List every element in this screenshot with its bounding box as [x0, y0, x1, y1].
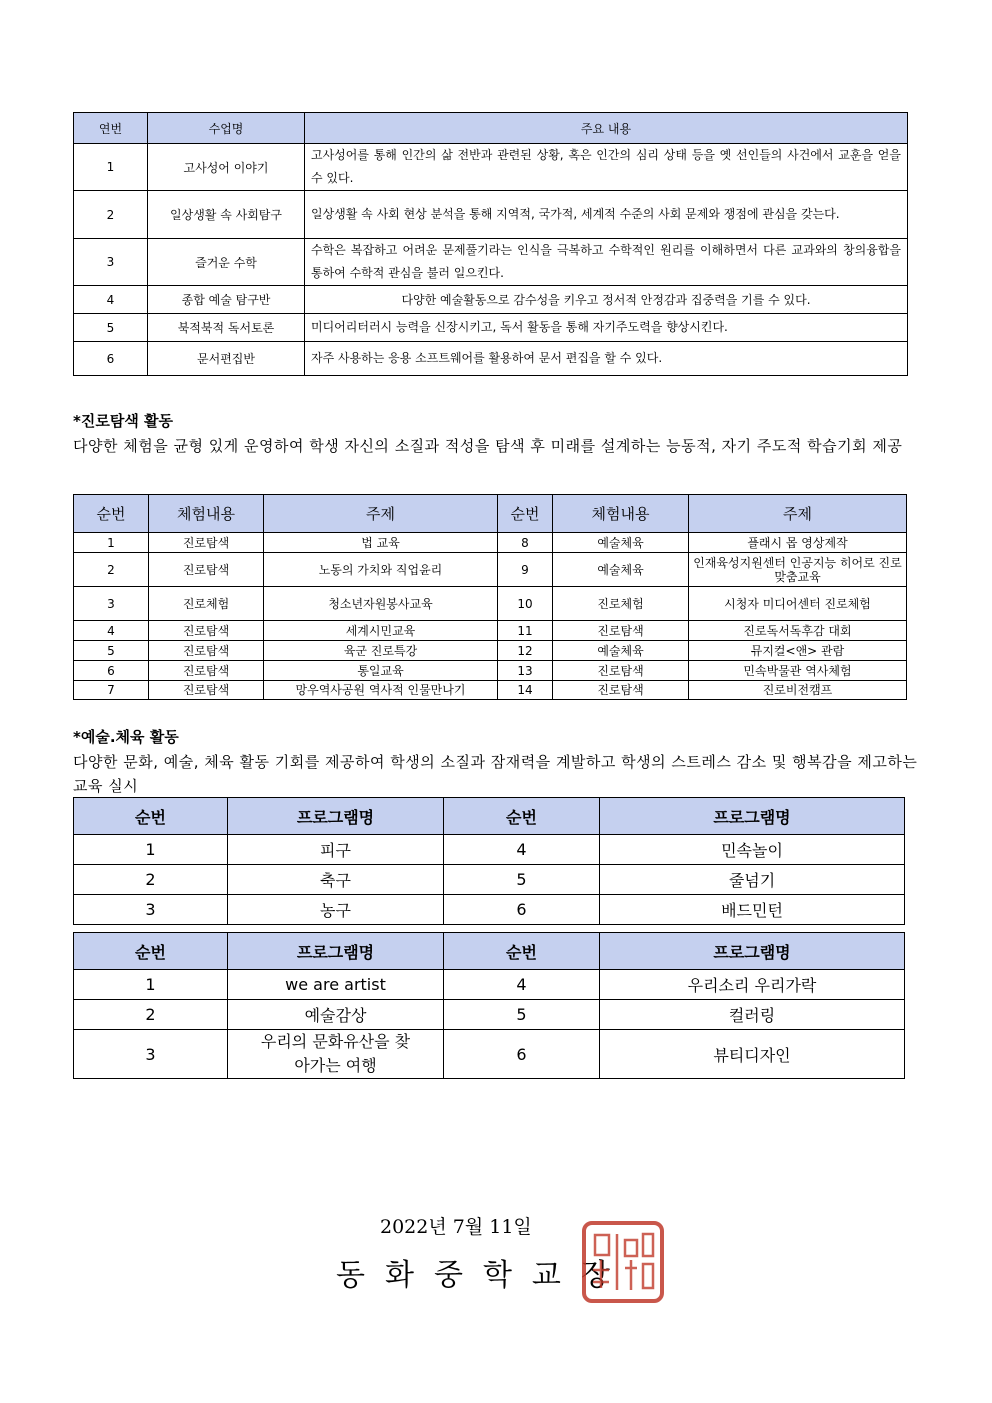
table-row — [74, 641, 907, 661]
cell: 다양한 예술활동으로 감수성을 키우고 정서적 안정감과 집중력을 기를 수 있다. — [305, 286, 908, 314]
cell: 진로탐색 — [553, 661, 689, 681]
col-header: 연번 — [74, 113, 148, 144]
cell: 인재육성지원센터 인공지능 히어로 진로맞춤교육 — [689, 553, 907, 587]
cell: 9 — [498, 553, 553, 587]
table-row — [74, 144, 908, 191]
col-header: 프로그램명 — [600, 798, 905, 835]
cell: 8 — [498, 533, 553, 553]
cell: 4 — [444, 970, 600, 1000]
cell: 뮤지컬<앤> 관람 — [689, 641, 907, 661]
cell: 고사성어를 통해 인간의 삶 전반과 관련된 상황, 혹은 인간의 심리 상태 등을 옛 선인들의 사건에서 교훈을 얻을 수 있다. — [305, 144, 908, 191]
cell: 세계시민교육 — [264, 621, 498, 641]
cell: 축구 — [228, 865, 444, 895]
cell: 진로탐색 — [553, 621, 689, 641]
cell: 배드민턴 — [600, 895, 905, 925]
cell: 예술체육 — [553, 553, 689, 587]
table-row — [74, 661, 907, 681]
cell: 3 — [74, 239, 148, 286]
table-row — [74, 681, 907, 700]
cell: 예술체육 — [553, 641, 689, 661]
cell: 진로탐색 — [149, 681, 264, 700]
col-header: 순번 — [444, 798, 600, 835]
cell: 미디어리터러시 능력을 신장시키고, 독서 활동을 통해 자기주도력을 향상시킨다. — [305, 314, 908, 342]
cell: 13 — [498, 661, 553, 681]
official-seal-icon — [581, 1220, 665, 1304]
cell: 5 — [74, 641, 149, 661]
col-header: 주제 — [689, 495, 907, 533]
cell: 진로탐색 — [149, 661, 264, 681]
cell: 예술체육 — [553, 533, 689, 553]
cell: 망우역사공원 역사적 인물만나기 — [264, 681, 498, 700]
cell: 진로체험 — [149, 587, 264, 621]
cell: 진로탐색 — [149, 553, 264, 587]
table-row — [74, 239, 908, 286]
table-row — [74, 587, 907, 621]
col-header: 체험내용 — [149, 495, 264, 533]
cell: 진로탐색 — [149, 641, 264, 661]
cell: 4 — [444, 835, 600, 865]
cell: 1 — [74, 144, 148, 191]
cell: 통일교육 — [264, 661, 498, 681]
col-header: 프로그램명 — [228, 933, 444, 970]
table-row — [74, 835, 905, 865]
col-header: 프로그램명 — [600, 933, 905, 970]
col-header: 순번 — [444, 933, 600, 970]
table-row — [74, 621, 907, 641]
cell: 5 — [444, 1000, 600, 1030]
cell: 5 — [74, 314, 148, 342]
career-section-title: *진로탐색 활동 — [73, 412, 174, 430]
cell: 3 — [74, 895, 228, 925]
cell: 7 — [74, 681, 149, 700]
cell: 1 — [74, 533, 149, 553]
table-row — [74, 533, 907, 553]
cell: 진로탐색 — [149, 533, 264, 553]
cell: 2 — [74, 191, 148, 239]
cell: 즐거운 수학 — [148, 239, 305, 286]
career-table — [73, 494, 907, 700]
col-header: 수업명 — [148, 113, 305, 144]
cell: 6 — [74, 661, 149, 681]
cell: 문서편집반 — [148, 342, 305, 376]
cell: 우리소리 우리가락 — [600, 970, 905, 1000]
cell: 우리의 문화유산을 찾아가는 여행 — [228, 1030, 444, 1079]
arts-section-title: *예술.체육 활동 — [73, 728, 179, 746]
document-date: 2022년 7월 11일 — [380, 1216, 532, 1238]
cell: 일상생활 속 사회탐구 — [148, 191, 305, 239]
career-description: 다양한 체험을 균형 있게 운영하여 학생 자신의 소질과 적성을 탐색 후 미래를 설계하는 능동적, 자기 주도적 학습기회 제공 — [73, 437, 903, 455]
cell: 종합 예술 탐구반 — [148, 286, 305, 314]
cell: 진로탐색 — [553, 681, 689, 700]
cell: 14 — [498, 681, 553, 700]
school-principal: 동화중학교장 — [336, 1258, 630, 1293]
cell: 민속박물관 역사체험 — [689, 661, 907, 681]
cell: 컬러링 — [600, 1000, 905, 1030]
cell: 수학은 복잡하고 어려운 문제풀기라는 인식을 극복하고 수학적인 원리를 이해하면서 다른 교과와의 창의융합을 통하여 수학적 관심을 불러 일으킨다. — [305, 239, 908, 286]
table-row — [74, 970, 905, 1000]
cell: 2 — [74, 1000, 228, 1030]
col-header: 주제 — [264, 495, 498, 533]
cell: 줄넘기 — [600, 865, 905, 895]
cell: 농구 — [228, 895, 444, 925]
cell: 진로독서독후감 대회 — [689, 621, 907, 641]
culture-table — [73, 932, 905, 1079]
cell: 2 — [74, 553, 149, 587]
table-row — [74, 895, 905, 925]
cell: 6 — [444, 1030, 600, 1079]
table-row — [74, 865, 905, 895]
cell: 일상생활 속 사회 현상 분석을 통해 지역적, 국가적, 세계적 수준의 사회 문제와 쟁점에 관심을 갖는다. — [305, 191, 908, 239]
cell: 11 — [498, 621, 553, 641]
cell: 피구 — [228, 835, 444, 865]
table-row — [74, 342, 908, 376]
cell: 플래시 몹 영상제작 — [689, 533, 907, 553]
col-header: 순번 — [74, 798, 228, 835]
col-header: 순번 — [498, 495, 553, 533]
cell: 진로비전캠프 — [689, 681, 907, 700]
cell: 법 교육 — [264, 533, 498, 553]
courses-table — [73, 112, 908, 376]
cell: 4 — [74, 286, 148, 314]
cell: 3 — [74, 587, 149, 621]
table-row — [74, 286, 908, 314]
col-header: 순번 — [74, 933, 228, 970]
cell: 청소년자원봉사교육 — [264, 587, 498, 621]
cell: 육군 진로특강 — [264, 641, 498, 661]
cell: 북적북적 독서토론 — [148, 314, 305, 342]
cell: 1 — [74, 835, 228, 865]
table-row — [74, 1030, 905, 1079]
cell: 4 — [74, 621, 149, 641]
table-row — [74, 314, 908, 342]
table-row — [74, 191, 908, 239]
sports-table — [73, 797, 905, 925]
cell: 진로탐색 — [149, 621, 264, 641]
col-header: 체험내용 — [553, 495, 689, 533]
cell: 6 — [444, 895, 600, 925]
cell: 10 — [498, 587, 553, 621]
cell: 고사성어 이야기 — [148, 144, 305, 191]
cell: we are artist — [228, 970, 444, 1000]
col-header: 주요 내용 — [305, 113, 908, 144]
cell: 자주 사용하는 응용 소프트웨어를 활용하여 문서 편집을 할 수 있다. — [305, 342, 908, 376]
cell: 뷰티디자인 — [600, 1030, 905, 1079]
cell: 1 — [74, 970, 228, 1000]
cell: 노동의 가치와 직업윤리 — [264, 553, 498, 587]
cell: 12 — [498, 641, 553, 661]
cell: 진로체험 — [553, 587, 689, 621]
cell: 5 — [444, 865, 600, 895]
table-row — [74, 553, 907, 587]
table-row — [74, 1000, 905, 1030]
col-header: 순번 — [74, 495, 149, 533]
cell: 민속놀이 — [600, 835, 905, 865]
col-header: 프로그램명 — [228, 798, 444, 835]
cell: 시청자 미디어센터 진로체험 — [689, 587, 907, 621]
cell: 예술감상 — [228, 1000, 444, 1030]
cell: 2 — [74, 865, 228, 895]
cell: 6 — [74, 342, 148, 376]
cell: 3 — [74, 1030, 228, 1079]
arts-description: 다양한 문화, 예술, 체육 활동 기회를 제공하여 학생의 소질과 잠재력을 계발하고 학생의 스트레스 감소 및 행복감을 제고하는 교육 실시 — [73, 753, 918, 795]
